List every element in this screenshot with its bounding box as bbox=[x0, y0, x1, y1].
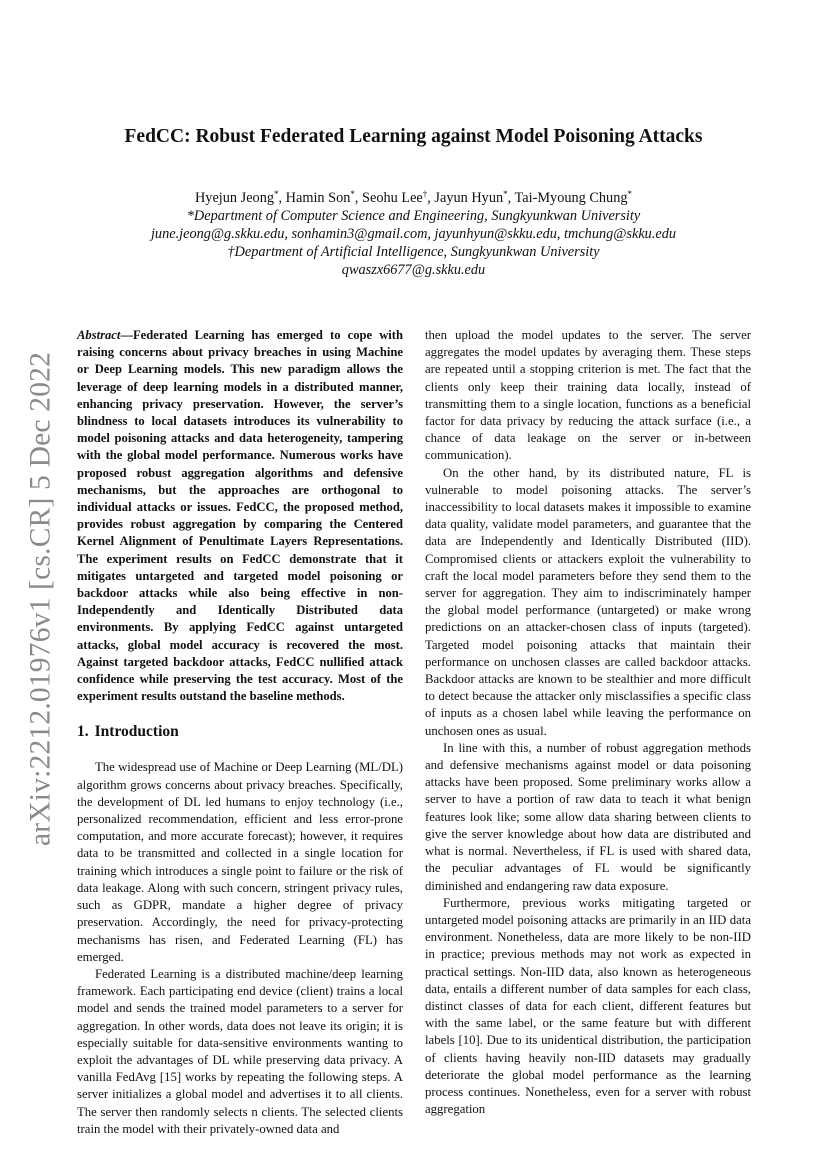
paragraph: The widespread use of Machine or Deep Learning (ML/DL) algorithm grows concerns about privacy breaches. Specifically, the development of DL led humans to enjoy technology (i.e., personalized recommendation, efficient and less error-prone computation, and more accurate forecast); however, it requires data to be transmitted and collected in a single location for training which introduces a single point to failure or the risk of data leakage. Along with such concern, stringent privacy rules, such as GDPR, mandate a higher degree of privacy preservation. Accordingly, the need for privacy-protecting mechanisms has risen, and Federated Learning (FL) has emerged. bbox=[77, 760, 403, 964]
paragraph: On the other hand, by its distributed nature, FL is vulnerable to model poisoning attacks. The server’s inaccessibility to local datasets makes it impossible to examine data quality, validate model parameters, and guarantee that the data are Independently and Identically Distributed (IID). Compromised clients or attackers exploit the vulnerability to craft the local model parameters before they send them to the server for aggregation. They aim to indiscriminately hamper the global model performance (untargeted) or make wrong predictions on an attacker-chosen class of inputs (targeted). Targeted model poisoning attacks that maintain their performance on unchosen classes are called backdoor attacks. Backdoor attacks are known to be stealthier and more difficult to detect because the attacker only misclassifies a specific class of inputs as a chosen label while leaving the performance on unchosen ones as usual. bbox=[425, 465, 751, 738]
abstract-label: Abstract bbox=[77, 328, 121, 342]
right-column bbox=[425, 327, 751, 1118]
paragraph: In line with this, a number of robust aggregation methods and defensive mechanisms against model or data poisoning attacks have been proposed. Some preliminary works allow a server to have a portion of raw data to teach it what benign features look like; some allow data sharing between clients to give the server knowledge about how data are distributed and what is normal. Nevertheless, if FL is used with shared data, the peculiar advantages of FL would be significantly diminished and endangering raw data exposure. bbox=[425, 740, 751, 893]
author-names: Hyejun Jeong*, Hamin Son*, Seohu Lee†, Jayun Hyun*, Tai-Myoung Chung* bbox=[194, 189, 633, 206]
abstract bbox=[77, 327, 403, 705]
abstract-text: —Federated Learning has emerged to cope with raising concerns about privacy breaches in using Machine or Deep Learning models. This new paradigm allows the leverage of deep learning models in a distributed manner, enhancing privacy preservation. However, the server’s blindness to local datasets introduces its vulnerability to model poisoning attacks and data heterogeneity, tampering with the global model performance. Numerous works have proposed robust aggregation algorithms and defensive mechanisms, but the approaches are orthogonal to individual attacks or issues. FedCC, the proposed method, provides robust aggregation by comparing the Centered Kernel Alignment of Penultimate Layers Representations. The experiment results on FedCC demonstrate that it mitigates untargeted and targeted model poisoning or backdoor attacks while also being effective in non-Independently and Identically Distributed data environments. By applying FedCC against untargeted attacks, global model accuracy is recovered the most. Against targeted backdoor attacks, FedCC nullified attack confidence while preserving the test accuracy. Most of the experiment results outstand the baseline methods. bbox=[77, 328, 403, 704]
section-title: Introduction bbox=[94, 723, 179, 741]
section-number: 1. bbox=[77, 723, 89, 741]
author-block bbox=[60, 189, 767, 279]
affiliation-2: †Department of Artificial Intelligence, Sungkyunkwan University bbox=[227, 244, 600, 260]
section-heading bbox=[77, 722, 403, 742]
paragraph: Federated Learning is a distributed machine/deep learning framework. Each participating end device (client) trains a local model and sends the trained model parameters to a server for aggregation. In other words, data does not leave its origin; it is especially suitable for data-sensitive environments wanting to exploit the advantages of DL while preserving data privacy. A vanilla FedAvg [15] works by repeating the following steps. A server initializes a global model and advertises it to all clients. The server then randomly selects n clients. The selected clients train the model with their privately-owned data and bbox=[77, 966, 403, 1136]
paper-title: FedCC: Robust Federated Learning against Model Poisoning Attacks bbox=[124, 126, 703, 147]
emails-2: qwaszx6677@g.skku.edu bbox=[341, 262, 486, 278]
arxiv-identifier bbox=[22, 351, 60, 847]
left-column bbox=[77, 327, 403, 1138]
emails-1: june.jeong@g.skku.edu, sonhamin3@gmail.com, jayunhyun@skku.edu, tmchung@skku.edu bbox=[150, 226, 677, 242]
paragraph: then upload the model updates to the server. The server aggregates the model updates by averaging them. These steps are repeated until a stopping criterion is met. The fact that the clients only keep their training data locally, instead of transmitting them to a single location, functions as a beneficial factor for data privacy by reducing the attack surface (i.e., a chance of data leakage on the server or in-between communication). bbox=[425, 328, 751, 463]
arxiv-identifier-text: arXiv:2212.01976v1 [cs.CR] 5 Dec 2022 bbox=[24, 351, 57, 847]
paragraph: Furthermore, previous works mitigating targeted or untargeted model poisoning attacks are primarily in an IID data environment. Nonetheless, data are more likely to be non-IID in practice; previous methods may not work as expected in practical settings. Non-IID data, also known as heterogeneous data, entails a different number of data samples for each class, distinct classes of data for each client, different features but with the same label, or the same feature but with different labels [10]. Due to its unidentical distribution, the participation of clients having heavily non-IID datasets may gradually deteriorate the global model performance as the learning process continues. Nonetheless, even for a server with robust aggregation bbox=[425, 895, 751, 1117]
affiliation-1: *Department of Computer Science and Engineering, Sungkyunkwan University bbox=[186, 208, 641, 224]
